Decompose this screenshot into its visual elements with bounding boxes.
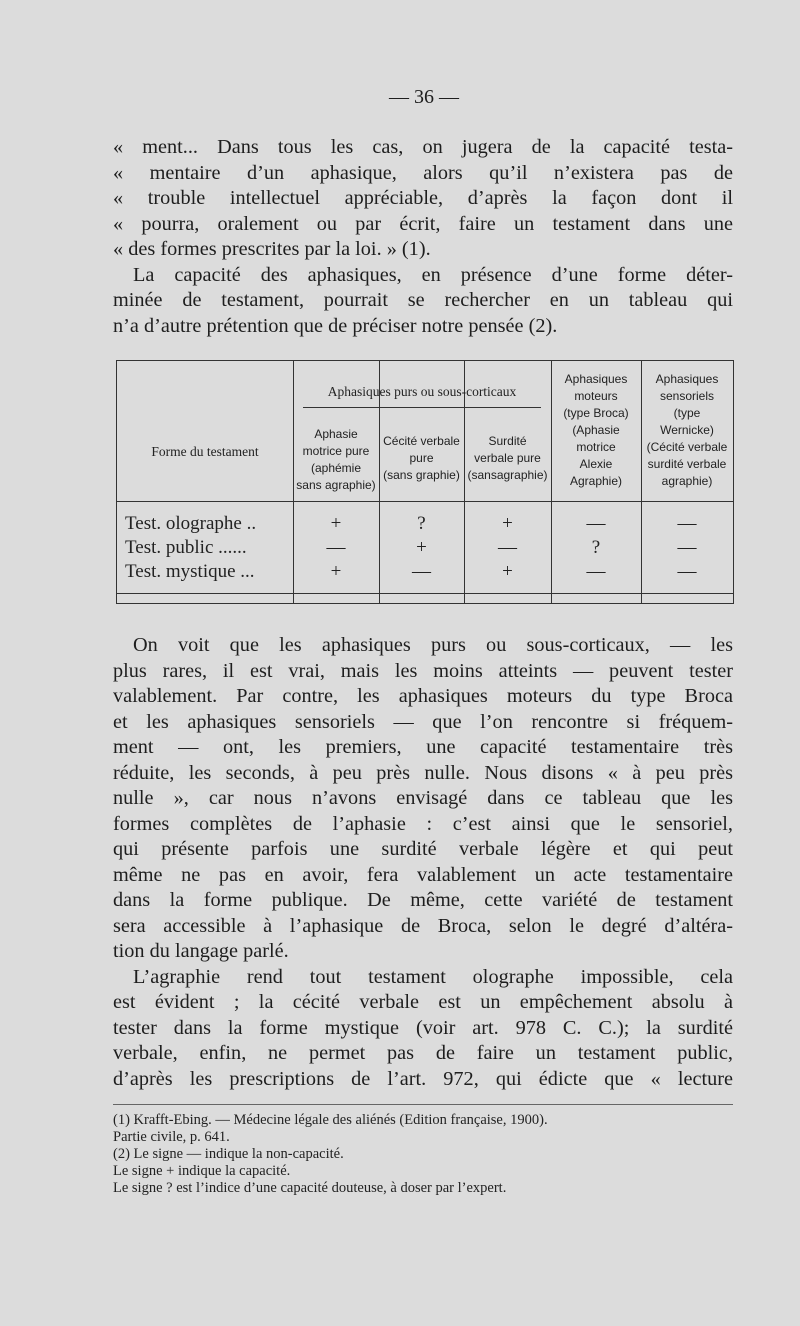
table-cell: + <box>502 561 513 582</box>
col-header-motrice: Aphasie motrice pure (aphémie sans agraphie) <box>296 427 376 492</box>
text-line: « trouble intellectuel appréciable, d’après la façon dont il <box>113 187 733 209</box>
footnote-line: Partie civile, p. 641. <box>113 1129 230 1145</box>
text-line: et les aphasiques sensoriels — que l’on rencontre si fréquem- <box>113 710 733 733</box>
text-line: dans la forme publique. De même, cette variété de testament <box>113 889 733 911</box>
capacity-table: Forme du testament Aphasiques purs ou sous-corticaux Aphasie motrice pure (aphémie sans agraphie) Cécité verbale pure (sans graphie) Surdité verbale pure (sansagraphie) Aphasiques moteurs (type Broca) (Aphasie motrice Alexie Agraphie) Aphasiques sensoriels (type Wernicke) (Cécité verbale surdité verbale agraphie) Test. olographe .. + ? + — — Test. public ...... — + — ? — Test. mystique ... + — + — — <box>116 360 734 604</box>
col-header-cecite: Cécité verbale pure (sans graphie) <box>383 434 460 482</box>
footnote-line: Le signe ? est l’indice d’une capacité douteuse, à doser par l’expert. <box>113 1180 507 1196</box>
text-line: tester dans la forme mystique (voir art. 978 C. C.); la surdité <box>113 1016 733 1039</box>
table-cell: — <box>586 513 606 534</box>
text-line: On voit que les aphasiques purs ou sous-corticaux, — les <box>133 634 733 656</box>
table-cell: — <box>586 561 606 582</box>
text-line: « des formes prescrites par la loi. » (1). <box>113 238 431 260</box>
text-line: n’a d’autre prétention que de préciser notre pensée (2). <box>113 314 558 337</box>
table-cell: + <box>416 537 427 558</box>
footnotes <box>113 1112 743 1197</box>
text-line: sera accessible à l’aphasique de Broca, selon le degré d’altéra- <box>113 914 733 937</box>
table-cell: — <box>677 513 697 534</box>
corner-label: Forme du testament <box>151 444 259 459</box>
group-header: Aphasiques purs ou sous-corticaux <box>327 384 517 399</box>
text-line: même ne pas en avoir, fera valablement un acte testamentaire <box>113 863 733 886</box>
text-line: « mentaire d’un aphasique, alors qu’il n’existera pas de <box>113 161 733 184</box>
footnote-line: Le signe + indique la capacité. <box>113 1163 291 1179</box>
text-line: nulle », car nous n’avons envisagé dans ce tableau que les <box>113 787 733 809</box>
text-line: minée de testament, pourrait se rechercher en un tableau qui <box>113 289 733 311</box>
table-cell: ? <box>591 537 601 558</box>
page-number: — 36 — <box>389 86 459 108</box>
text-line: ment — ont, les premiers, une capacité testamentaire très <box>113 736 733 758</box>
paragraph-bottom <box>113 633 733 1092</box>
text-line: « ment... Dans tous les cas, on jugera de la capacité testa- <box>113 136 733 158</box>
text-line: réduite, les seconds, à peu près nulle. Nous disons « à peu près <box>113 761 733 784</box>
table-cell: — <box>677 537 697 558</box>
text-line: L’agraphie rend tout testament olographe impossible, cela <box>133 965 733 988</box>
table-cell: — <box>677 561 697 582</box>
text-line: verbale, enfin, ne permet pas de faire un testament public, <box>113 1042 733 1064</box>
text-line: tion du langage parlé. <box>113 940 289 962</box>
text-line: formes complètes de l’aphasie : c’est ainsi que le sensoriel, <box>113 812 733 835</box>
text-line: La capacité des aphasiques, en présence d’une forme déter- <box>133 263 733 286</box>
col-header-wernicke: Aphasiques sensoriels (type Wernicke) (Cécité verbale surdité verbale agraphie) <box>646 372 728 488</box>
text-line: d’après les prescriptions de l’art. 972, qui édicte que « lecture <box>113 1067 733 1090</box>
table-cell: + <box>330 513 342 534</box>
table-cell: + <box>502 513 513 534</box>
col-header-broca: Aphasiques moteurs (type Broca) (Aphasie motrice Alexie Agraphie) <box>563 372 629 488</box>
paragraph-top <box>113 135 733 339</box>
footnote-separator <box>113 1104 733 1105</box>
table-cell: — <box>326 537 346 558</box>
col-header-surdite: Surdité verbale pure (sansagraphie) <box>467 434 548 482</box>
table-cell: — <box>498 537 517 558</box>
table-cell: ? <box>417 513 426 534</box>
table-cell: — <box>412 561 431 582</box>
table-cell: + <box>330 561 342 582</box>
text-line: qui présente parfois une surdité verbale légère et qui peut <box>113 838 733 860</box>
text-line: est évident ; la cécité verbale est un empêchement absolu à <box>113 991 733 1013</box>
footnote-line: (2) Le signe — indique la non-capacité. <box>113 1146 344 1162</box>
text-line: valablement. Par contre, les aphasiques moteurs du type Broca <box>113 685 733 707</box>
footnote-line: (1) Krafft-Ebing. — Médecine légale des aliénés (Edition française, 1900). <box>113 1112 548 1128</box>
text-line: plus rares, il est vrai, mais les moins atteints — peuvent tester <box>113 659 733 682</box>
text-line: « pourra, oralement ou par écrit, faire un testament dans une <box>113 212 733 235</box>
